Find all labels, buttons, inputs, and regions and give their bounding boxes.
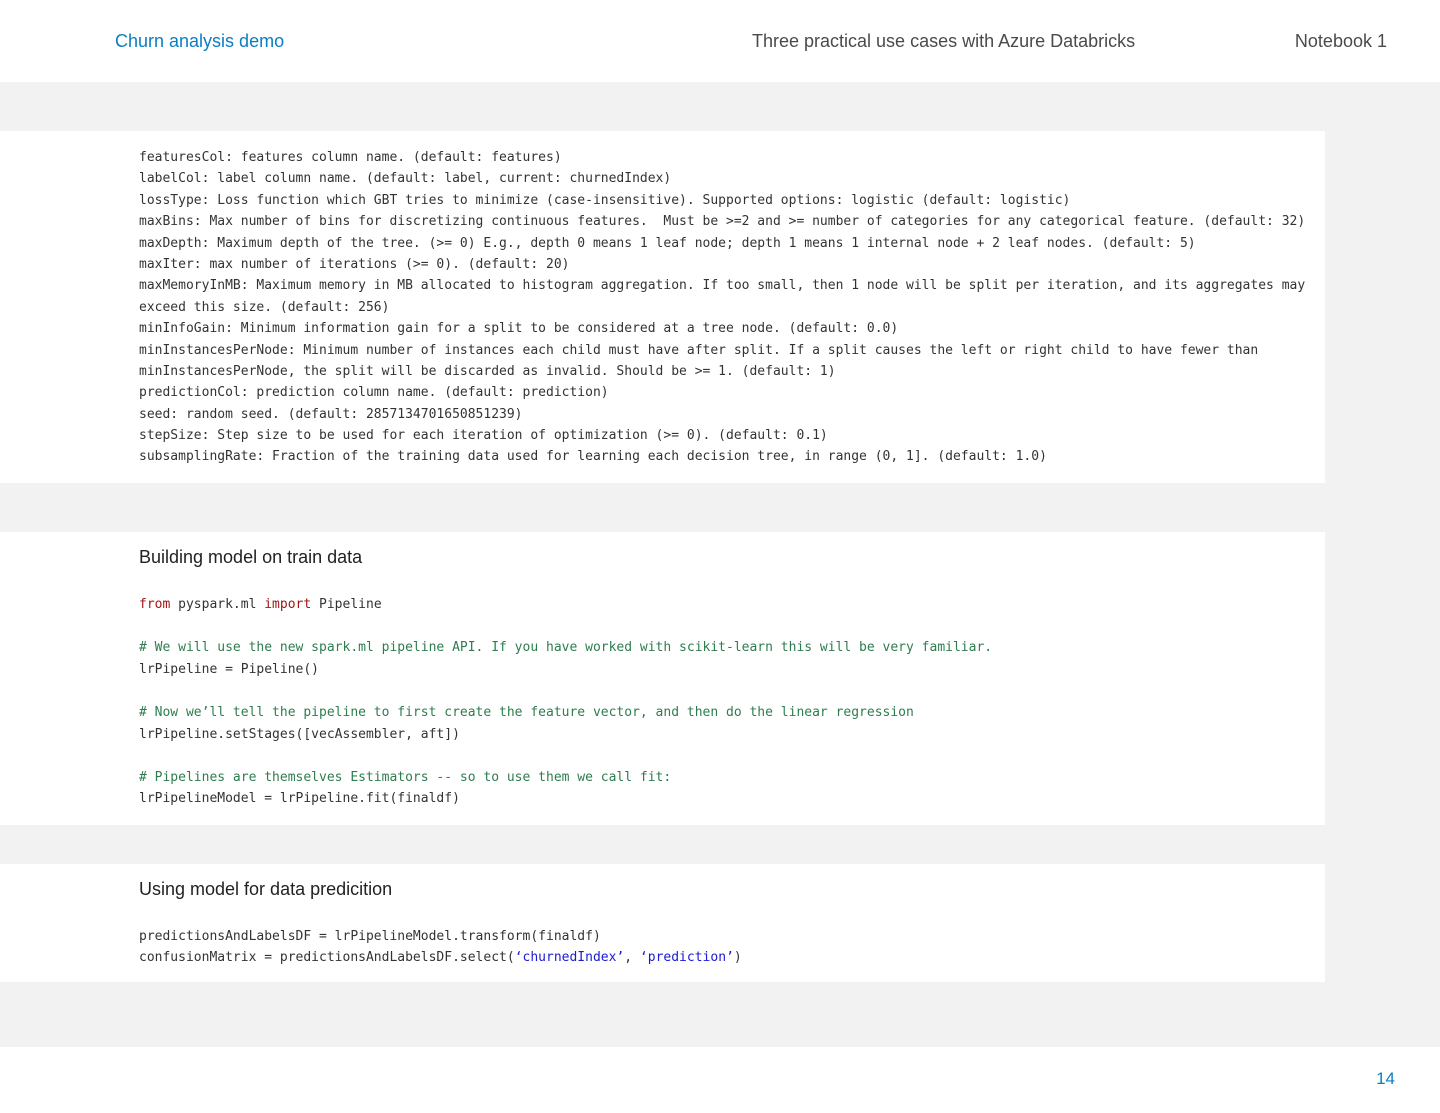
output-line: stepSize: Step size to be used for each iteration of optimization (>= 0). (default: 0.1) [139,428,828,444]
output-line: maxIter: max number of iterations (>= 0). (default: 20) [139,256,570,272]
output-line: maxBins: Max number of bins for discretizing continuous features. Must be >=2 and >= number of categories for any categorical feature. (default: 32) [139,214,1306,230]
string-literal: ‘prediction’ [639,950,734,966]
section-label: Notebook 1 [1294,31,1387,51]
output-text [139,147,1325,468]
code-suffix: ) [733,950,742,966]
page-header [0,0,1440,82]
string-literal: ‘churnedIndex’ [514,950,625,966]
output-line: maxMemoryInMB: Maximum memory in MB allocated to histogram aggregation. If too small, then 1 node will be split per iteration, and its aggregates may [139,278,1306,294]
output-line: labelCol: label column name. (default: label, current: churnedIndex) [139,171,672,187]
code-blank-line [139,745,1325,767]
output-cell [0,131,1325,483]
code-line: predictionsAndLabelsDF = lrPipelineModel.transform(finaldf) [139,929,601,944]
output-line: predictionCol: prediction column name. (default: prediction) [139,385,609,401]
output-line: lossType: Loss function which GBT tries to minimize (case-insensitive). Supported options: logistic (default: logistic) [139,192,1071,208]
code-comment: # Now we’ll tell the pipeline to first create the feature vector, and then do the linear regression [139,705,914,721]
code-line: lrPipelineModel = lrPipeline.fit(finaldf) [139,791,460,807]
code-cell-train [0,532,1325,825]
code-comment: # Pipelines are themselves Estimators -- so to use them we call fit: [139,769,672,785]
code-line: lrPipeline.setStages([vecAssembler, aft]) [139,726,460,742]
output-line: minInstancesPerNode: Minimum number of instances each child must have after split. If a split causes the left or right child to have fewer than [139,342,1259,358]
output-line: seed: random seed. (default: 2857134701650851239) [139,406,523,422]
output-line: maxDepth: Maximum depth of the tree. (>= 0) E.g., depth 0 means 1 leaf node; depth 1 means 1 internal node + 2 leaf nodes. (default: 5) [139,235,1196,251]
output-line: featuresCol: features column name. (default: features) [139,150,562,165]
code-line-select [139,947,1325,968]
import-name: Pipeline [311,597,382,612]
notebook-title: Churn analysis demo [115,31,285,51]
cell-title-predict: Using model for data predicition [139,879,393,899]
cell-title-train: Building model on train data [139,547,363,567]
output-line: minInstancesPerNode, the split will be discarded as invalid. Should be >= 1. (default: 1) [139,363,836,379]
code-blank-line [139,680,1325,702]
code-line: lrPipeline = Pipeline() [139,661,320,677]
keyword-from: from [139,597,171,612]
page-number: 14 [1376,1069,1395,1088]
code-separator: , [624,950,640,966]
keyword-import: import [264,597,312,612]
code-prefix: confusionMatrix = predictionsAndLabelsDF.select( [139,950,515,966]
output-line: exceed this size. (default: 256) [139,299,390,315]
code-blank-line [139,615,1325,637]
code-cell-predict [0,864,1325,982]
code-line-import [139,594,1325,615]
code-comment: # We will use the new spark.ml pipeline API. If you have worked with scikit-learn this will be very familiar. [139,640,993,656]
output-line: subsamplingRate: Fraction of the training data used for learning each decision tree, in range (0, 1]. (default: 1.0) [139,449,1047,465]
document-title: Three practical use cases with Azure Databricks [752,31,1136,51]
output-line: minInfoGain: Minimum information gain for a split to be considered at a tree node. (default: 0.0) [139,321,899,337]
import-module: pyspark.ml [170,597,265,612]
